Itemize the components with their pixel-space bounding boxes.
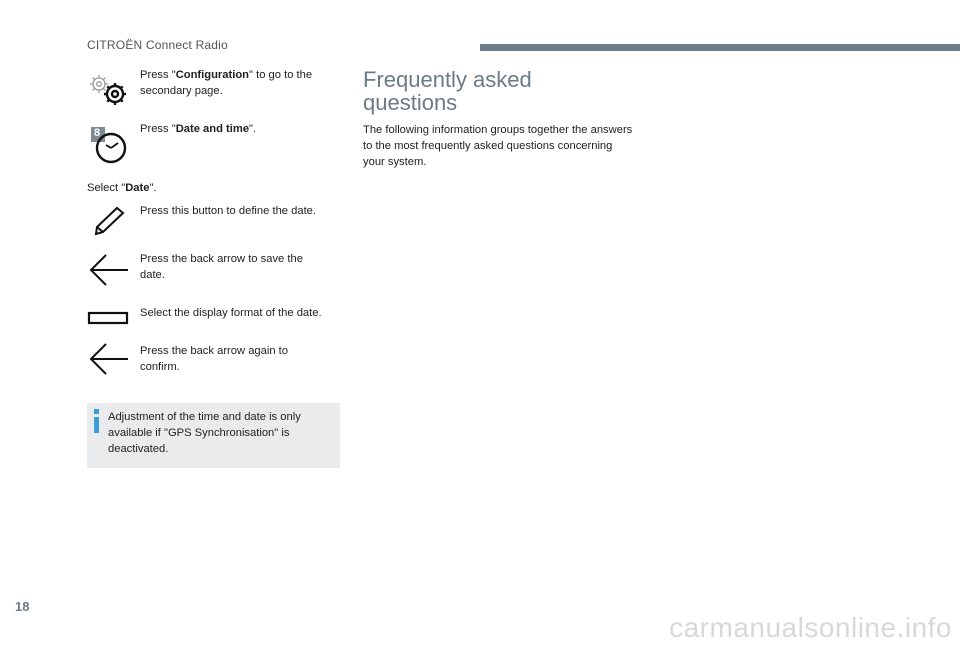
step-define-date: Press this button to define the date. [140, 205, 317, 217]
back-arrow-icon [88, 252, 130, 288]
badge-number: 8 [94, 127, 101, 139]
step-display-format: Select the display format of the date. [140, 307, 322, 319]
step-configuration: Press "Configuration" to go to the secondary page. [140, 69, 313, 97]
info-note-text: Adjustment of the time and date is only available if "GPS Synchronisation" is deactivated. [108, 411, 301, 455]
header-bar [480, 44, 960, 51]
back-arrow-icon [88, 341, 130, 377]
gears-icon [87, 70, 129, 108]
section-body: The following information groups together the answers to the most frequently asked questions concerning your system. [363, 124, 633, 168]
page-number: 18 [15, 599, 30, 614]
pencil-icon [92, 205, 128, 237]
step-back-confirm: Press the back arrow again to confirm. [140, 345, 288, 373]
step-back-save: Press the back arrow to save the date. [140, 253, 303, 281]
date-time-icon [90, 126, 130, 164]
running-header: CITROËN Connect Radio [87, 38, 228, 52]
step-select-date: Select "Date". [87, 182, 157, 194]
step-date-and-time: Press "Date and time". [140, 123, 257, 135]
watermark: carmanualsonline.info [669, 612, 952, 643]
section-title: Frequently asked questions [363, 67, 532, 115]
format-bar-icon [87, 310, 129, 326]
info-icon [92, 409, 102, 433]
